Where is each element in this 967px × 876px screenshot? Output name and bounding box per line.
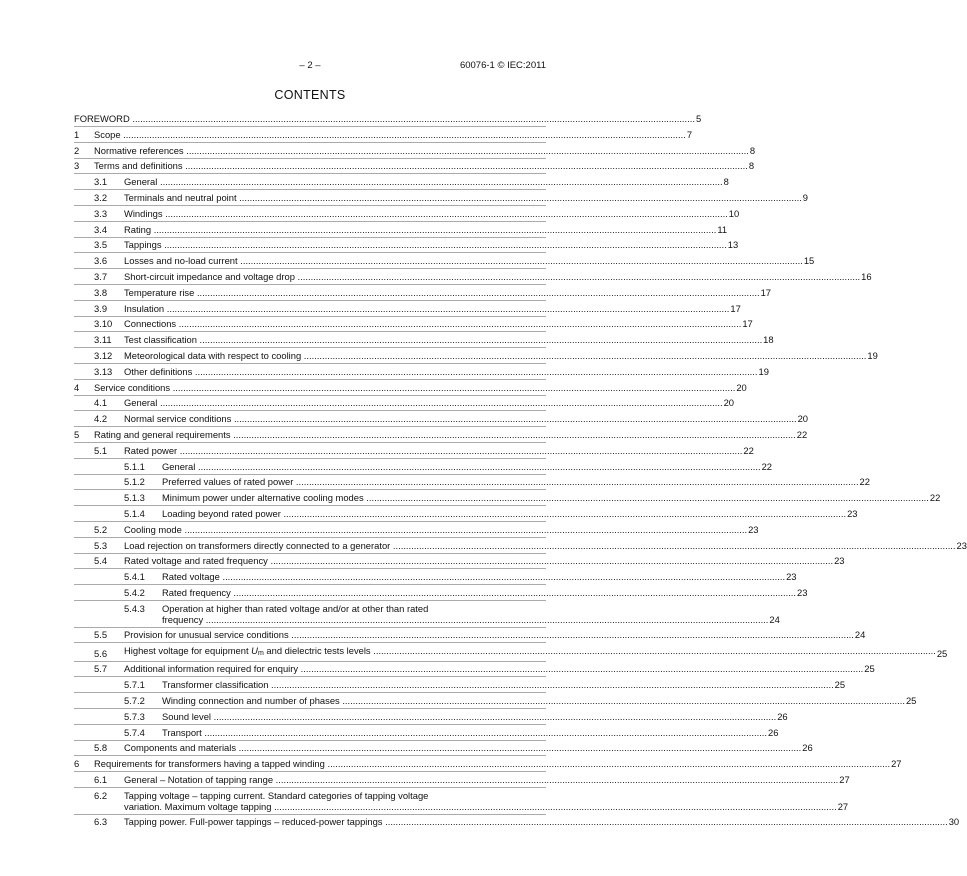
toc-entry-page: 25: [864, 663, 875, 675]
toc-entry-number: 5.1.3: [124, 492, 145, 504]
voltage-subscript: m: [257, 649, 264, 657]
toc-entry-title-part: Highest voltage for equipment: [124, 644, 252, 656]
toc-entry-3-9[interactable]: [74, 302, 741, 314]
toc-entry-number: 3.8: [94, 286, 108, 298]
toc-entry-4-2[interactable]: [74, 413, 808, 425]
toc-entry-title-line1: Tapping voltage – tapping current. Standard categories of tapping voltage: [124, 789, 429, 801]
toc-entry-title: Additional information required for enquiry .....: [124, 663, 863, 674]
toc-separator: [74, 142, 546, 143]
toc-entry-page: 20: [723, 397, 735, 409]
toc-entry-title: Loading beyond rated power .....: [162, 508, 846, 519]
toc-entry-3-3[interactable]: [74, 207, 740, 219]
toc-entry-number: 3.12: [94, 349, 113, 361]
toc-entry-number: 5.1: [94, 444, 108, 456]
toc-entry-3-1[interactable]: [74, 176, 729, 188]
toc-entry-5-1-1[interactable]: [74, 460, 773, 472]
toc-separator: [74, 676, 546, 677]
toc-separator: [74, 814, 546, 815]
toc-entry-title-line2: variation. Maximum voltage tapping .....: [124, 801, 837, 812]
toc-entry-3-2[interactable]: [74, 191, 808, 203]
toc-entry-title: Service conditions .....: [94, 382, 735, 393]
toc-separator: [74, 158, 546, 159]
toc-entry-5-7-3[interactable]: [74, 710, 788, 722]
toc-entry-page: 23: [956, 539, 967, 551]
toc-entry-title: Load rejection on transformers directly connected to a generator .....: [124, 540, 956, 551]
toc-separator: [74, 331, 546, 332]
toc-separator: [74, 395, 546, 396]
toc-entry-page: 8: [723, 176, 729, 188]
toc-entry-5-7-1[interactable]: [74, 679, 846, 691]
toc-entry-page: 7: [686, 128, 693, 140]
toc-entry-number: 5.1.2: [124, 476, 145, 488]
toc-entry-title: Winding connection and number of phases .....: [162, 695, 905, 706]
toc-entry-3-6[interactable]: [74, 255, 815, 267]
toc-entry-1[interactable]: [74, 128, 693, 140]
toc-entry-title: [124, 790, 837, 812]
toc-entry-5-4-3[interactable]: [74, 602, 780, 625]
toc-entry-title: Rated voltage and rated frequency .....: [124, 555, 833, 566]
toc-entry-page: 9: [802, 191, 808, 203]
toc-separator: [74, 442, 546, 443]
toc-separator: [74, 316, 546, 317]
toc-entry-foreword[interactable]: [74, 113, 702, 124]
toc-entry-title: [124, 645, 936, 659]
toc-separator: [74, 237, 546, 238]
toc-entry-3-12[interactable]: [74, 349, 878, 361]
toc-separator: [74, 568, 546, 569]
toc-entry-number: 4.1: [94, 397, 108, 409]
toc-entry-page: 22: [761, 460, 773, 472]
toc-separator: [74, 300, 546, 301]
toc-entry-5-7-2[interactable]: [74, 695, 917, 707]
toc-entry-2[interactable]: [74, 144, 756, 156]
toc-entry-page: 27: [891, 758, 902, 770]
toc-separator: [74, 642, 546, 643]
toc-entry-page: 19: [867, 349, 878, 361]
toc-separator: [74, 787, 546, 788]
toc-entry-title: Rating .....: [124, 224, 716, 235]
toc-entry-number: 3: [74, 160, 80, 172]
toc-entry-number: 3.3: [94, 207, 108, 219]
toc-entry-title: Provision for unusual service conditions .....: [124, 629, 854, 640]
toc-entry-title-part: and dielectric tests levels: [263, 644, 371, 656]
toc-entry-number: 5: [74, 428, 80, 440]
toc-entry-number: 5.5: [94, 628, 108, 640]
toc-entry-page: 17: [730, 302, 741, 314]
toc-separator: [74, 521, 546, 522]
toc-entry-title: Normative references .....: [94, 145, 749, 156]
toc-entry-number: 5.4.3: [124, 602, 145, 614]
toc-entry-5-1[interactable]: [74, 444, 754, 456]
toc-entry-number: 5.7.2: [124, 695, 145, 707]
toc-entry-number: 1: [74, 128, 80, 140]
toc-entry-title: Scope .....: [94, 129, 686, 140]
toc-entry-title: Minimum power under alternative cooling modes .....: [162, 492, 929, 503]
toc-entry-3-11[interactable]: [74, 334, 774, 346]
toc-separator: [74, 347, 546, 348]
toc-entry-page: 27: [837, 800, 849, 812]
toc-entry-5-4-2[interactable]: [74, 586, 808, 598]
toc-separator: [74, 474, 546, 475]
toc-entry-title: Normal service conditions .....: [124, 413, 797, 424]
toc-entry-number: 3.7: [94, 270, 108, 282]
toc-entry-5-1-4[interactable]: [74, 507, 858, 519]
toc-entry-page: 18: [763, 334, 774, 346]
toc-entry-title: Terminals and neutral point .....: [124, 192, 802, 203]
toc-entry-title: Cooling mode .....: [124, 524, 747, 535]
toc-entry-6-2[interactable]: [74, 789, 849, 812]
toc-entry-title: Preferred values of rated power .....: [162, 476, 859, 487]
toc-entry-5-6[interactable]: [74, 644, 948, 659]
toc-entry-page: 23: [797, 586, 808, 598]
toc-separator: [74, 505, 546, 506]
toc-entry-title-line1: Operation at higher than rated voltage and/or at other than rated: [162, 602, 429, 614]
toc-entry-title: Tappings .....: [124, 239, 727, 250]
toc-entry-number: 5.1.1: [124, 460, 145, 472]
toc-separator: [74, 627, 546, 628]
toc-separator: [74, 173, 546, 174]
toc-entry-page: 25: [905, 695, 917, 707]
toc-entry-title: Other definitions .....: [124, 366, 758, 377]
toc-separator: [74, 724, 546, 725]
toc-separator: [74, 708, 546, 709]
toc-entry-title: Short-circuit impedance and voltage drop .....: [124, 271, 860, 282]
toc-entry-title: Transport .....: [162, 727, 767, 738]
toc-entry-number: 4.2: [94, 413, 108, 425]
toc-entry-number: 3.5: [94, 239, 108, 251]
toc-entry-page: 8: [748, 160, 755, 172]
toc-entry-number: 6.1: [94, 774, 108, 786]
toc-entry-number: 5.1.4: [124, 507, 145, 519]
toc-separator: [74, 252, 546, 253]
toc-entry-page: 15: [803, 255, 815, 267]
toc-separator: [74, 379, 546, 380]
toc-entry-title: Windings .....: [124, 208, 728, 219]
table-of-contents: [74, 113, 967, 832]
toc-separator: [74, 553, 546, 554]
toc-entry-5-8[interactable]: [74, 742, 813, 754]
toc-separator: [74, 537, 546, 538]
toc-entry-page: 26: [777, 710, 788, 722]
toc-entry-title: Insulation .....: [124, 303, 729, 314]
voltage-symbol: U: [251, 644, 258, 656]
page-header: [74, 60, 546, 74]
toc-entry-page: 26: [768, 726, 779, 738]
toc-separator: [74, 284, 546, 285]
toc-entry-5-7-4[interactable]: [74, 726, 779, 738]
toc-entry-number: 6.3: [94, 816, 108, 828]
toc-entry-3-13[interactable]: [74, 365, 769, 377]
toc-separator: [74, 363, 546, 364]
toc-entry-number: 3.9: [94, 302, 108, 314]
toc-entry-page: 22: [859, 476, 870, 488]
toc-entry-page: 24: [854, 628, 866, 640]
toc-entry-title: [162, 603, 768, 625]
toc-separator: [74, 410, 546, 411]
page-number: – 2 –: [299, 60, 321, 71]
toc-entry-title: General .....: [124, 176, 723, 187]
toc-separator: [74, 740, 546, 741]
toc-entry-5-3[interactable]: [74, 539, 967, 551]
toc-entry-page: 5: [695, 113, 702, 124]
toc-separator: [74, 126, 546, 127]
toc-separator: [74, 771, 546, 772]
toc-entry-title: Tapping power. Full-power tappings – reduced-power tappings .....: [124, 816, 948, 827]
toc-entry-number: 5.7.3: [124, 710, 145, 722]
toc-entry-page: 8: [749, 144, 756, 156]
toc-entry-page: 22: [929, 492, 941, 504]
toc-entry-title: Terms and definitions .....: [94, 160, 748, 171]
toc-entry-5-7[interactable]: [74, 663, 875, 675]
toc-entry-title: General .....: [124, 397, 723, 408]
toc-entry-page: 20: [736, 381, 747, 393]
toc-entry-number: 5.7: [94, 663, 108, 675]
toc-entry-number: 3.1: [94, 176, 108, 188]
toc-entry-title-line2: frequency .....: [162, 614, 768, 625]
toc-entry-number: 2: [74, 144, 80, 156]
toc-entry-page: 17: [742, 318, 753, 330]
toc-entry-5-4-1[interactable]: [74, 571, 797, 583]
toc-entry-page: 26: [802, 742, 813, 754]
toc-entry-title: Transformer classification .....: [162, 679, 834, 690]
contents-title: CONTENTS: [274, 88, 346, 102]
toc-separator: [74, 205, 546, 206]
toc-entry-5-4[interactable]: [74, 555, 845, 567]
toc-entry-page: 22: [743, 444, 754, 456]
toc-entry-5-1-2[interactable]: [74, 476, 870, 488]
toc-entry-page: 17: [760, 286, 771, 298]
toc-entry-page: 20: [797, 413, 808, 425]
toc-entry-number: 3.13: [94, 365, 113, 377]
toc-entry-page: 23: [786, 571, 797, 583]
toc-entry-4-1[interactable]: [74, 397, 735, 409]
toc-entry-3[interactable]: [74, 160, 755, 172]
toc-entry-title: General – Notation of tapping range .....: [124, 774, 838, 785]
toc-separator: [74, 661, 546, 662]
toc-entry-page: 27: [839, 774, 850, 786]
toc-entry-title: Rated voltage .....: [162, 571, 785, 582]
toc-entry-number: 6: [74, 758, 80, 770]
toc-entry-page: 10: [728, 207, 740, 219]
toc-entry-number: 3.4: [94, 223, 108, 235]
toc-entry-6-3[interactable]: [74, 816, 960, 828]
toc-entry-number: 3.11: [94, 334, 112, 346]
toc-entry-number: 5.8: [94, 742, 108, 754]
toc-entry-number: 5.4.1: [124, 571, 145, 583]
toc-entry-5[interactable]: [74, 428, 808, 440]
toc-entry-number: 5.3: [94, 539, 108, 551]
toc-entry-5-5[interactable]: [74, 628, 866, 640]
toc-entry-page: 25: [936, 647, 948, 659]
toc-entry-3-8[interactable]: [74, 286, 771, 298]
toc-entry-page: 23: [748, 523, 759, 535]
toc-entry-title: FOREWORD .....: [74, 113, 695, 124]
toc-entry-number: 4: [74, 381, 80, 393]
toc-entry-number: 3.2: [94, 191, 108, 203]
toc-entry-title: Meteorological data with respect to cooling .....: [124, 350, 866, 361]
toc-entry-5-1-3[interactable]: [74, 492, 941, 504]
toc-entry-page: 25: [834, 679, 846, 691]
toc-entry-3-10[interactable]: [74, 318, 753, 330]
toc-entry-3-5[interactable]: [74, 239, 739, 251]
toc-entry-title: Losses and no-load current .....: [124, 255, 803, 266]
toc-entry-4[interactable]: [74, 381, 747, 393]
toc-entry-number: 6.2: [94, 789, 108, 801]
toc-entry-3-7[interactable]: [74, 270, 872, 282]
toc-entry-page: 16: [861, 270, 872, 282]
toc-entry-title: Connections .....: [124, 318, 741, 329]
toc-entry-title: Components and materials .....: [124, 742, 801, 753]
toc-entry-page: 11: [717, 223, 728, 235]
toc-entry-page: 30: [948, 816, 960, 828]
toc-entry-title: Requirements for transformers having a tapped winding .....: [94, 758, 890, 769]
toc-entry-title: Test classification .....: [124, 334, 762, 345]
toc-separator: [74, 755, 546, 756]
toc-separator: [74, 189, 546, 190]
toc-entry-number: 5.6: [94, 647, 108, 659]
toc-entry-6-1[interactable]: [74, 774, 850, 786]
toc-entry-title: Sound level .....: [162, 711, 776, 722]
toc-entry-number: 5.4: [94, 555, 108, 567]
toc-entry-title: Rated frequency .....: [162, 587, 796, 598]
toc-separator: [74, 600, 546, 601]
toc-entry-page: 13: [727, 239, 739, 251]
toc-entry-3-4[interactable]: [74, 223, 728, 235]
toc-separator: [74, 268, 546, 269]
toc-entry-page: 19: [758, 365, 769, 377]
toc-entry-page: 24: [769, 613, 780, 625]
toc-separator: [74, 489, 546, 490]
toc-entry-6[interactable]: [74, 758, 902, 770]
toc-entry-number: 3.10: [94, 318, 113, 330]
toc-entry-title: Rated power .....: [124, 445, 742, 456]
toc-entry-number: 5.7.1: [124, 679, 145, 691]
toc-separator: [74, 692, 546, 693]
toc-entry-number: 5.7.4: [124, 726, 145, 738]
toc-separator: [74, 426, 546, 427]
toc-entry-number: 3.6: [94, 255, 108, 267]
toc-entry-page: 23: [847, 507, 858, 519]
toc-entry-page: 22: [796, 428, 808, 440]
toc-entry-page: 23: [834, 555, 845, 567]
toc-entry-title: General .....: [162, 461, 761, 472]
toc-entry-number: 5.4.2: [124, 586, 145, 598]
toc-separator: [74, 458, 546, 459]
toc-separator: [74, 584, 546, 585]
toc-entry-title: Temperature rise .....: [124, 287, 760, 298]
toc-separator: [74, 221, 546, 222]
toc-entry-number: 5.2: [94, 523, 108, 535]
toc-entry-5-2[interactable]: [74, 523, 759, 535]
toc-entry-title: Rating and general requirements .....: [94, 429, 796, 440]
document-reference: 60076-1 © IEC:2011: [459, 60, 546, 71]
